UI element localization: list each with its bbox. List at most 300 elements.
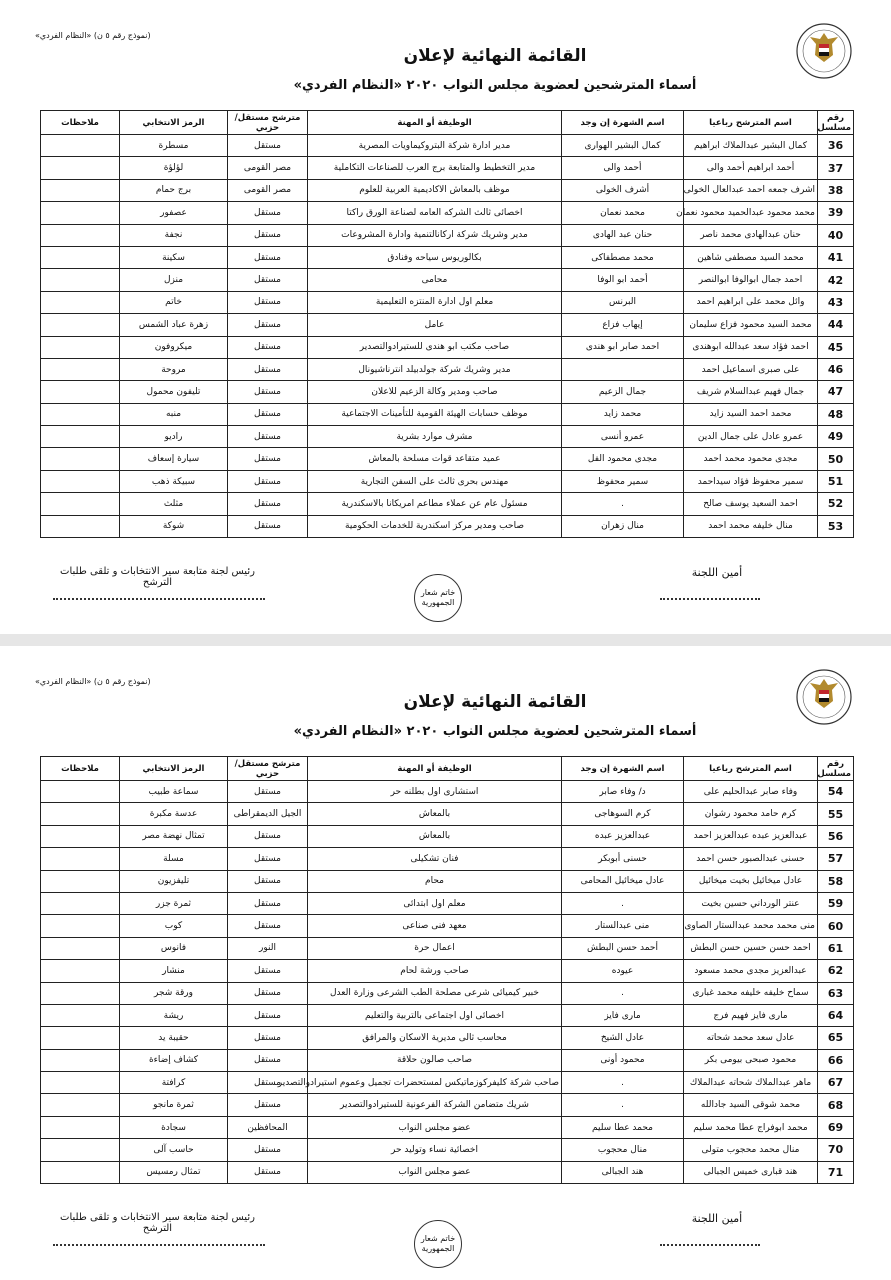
cell-name: كرم حامد محمود رشوان [684, 803, 818, 825]
cell-notes [41, 848, 120, 870]
cell-name: عبدالعزيز مجدى محمد مسعود [684, 960, 818, 982]
cell-name: عبدالعزيز عبده عبدالعزيز احمد [684, 825, 818, 847]
cell-nickname: مارى فايز [562, 1004, 684, 1026]
cell-symbol: منزل [120, 269, 228, 291]
table-row [41, 848, 854, 870]
head-signature-line [53, 1244, 265, 1246]
cell-type: مصر القومى [228, 179, 308, 201]
cell-symbol: لؤلؤة [120, 157, 228, 179]
cell-notes [41, 358, 120, 380]
table-header-row [41, 757, 854, 781]
cell-job: استشارى اول بطلنه حر [308, 781, 562, 803]
cell-serial: 56 [818, 825, 854, 847]
cell-job: بالمعاش [308, 825, 562, 847]
cell-notes [41, 426, 120, 448]
cell-serial: 37 [818, 157, 854, 179]
cell-symbol: خاتم [120, 291, 228, 313]
cell-type: مستقل [228, 202, 308, 224]
cell-serial: 47 [818, 381, 854, 403]
cell-notes [41, 336, 120, 358]
cell-nickname: أشرف الخولى [562, 179, 684, 201]
table-row [41, 915, 854, 937]
cell-name: سماح خليفه خليفه محمد غبارى [684, 982, 818, 1004]
cell-job: صاحب شركة كليفركوزماتيكس لمستحضرات تجميل وعموم استيرادوالتصدير [308, 1072, 562, 1094]
cell-symbol: تليفزيون [120, 870, 228, 892]
cell-nickname: محمد مصطفاكى [562, 246, 684, 268]
cell-job: مشرف موارد بشرية [308, 426, 562, 448]
cell-job: صاحب مكتب ابو هندى للستيرادوالتصدير [308, 336, 562, 358]
cell-notes [41, 1027, 120, 1049]
table-row [41, 781, 854, 803]
cell-type: مستقل [228, 135, 308, 157]
cell-type: مستقل [228, 1004, 308, 1026]
cell-notes [41, 179, 120, 201]
cell-job: عامل [308, 314, 562, 336]
table-body-2 [41, 781, 854, 1184]
table-row [41, 870, 854, 892]
cell-notes [41, 1072, 120, 1094]
cell-name: عنتر الورداني حسين بخيت [684, 892, 818, 914]
republic-seal-stamp: خاتم شعار الجمهورية [414, 574, 462, 622]
cell-notes [41, 982, 120, 1004]
cell-nickname: منال محجوب [562, 1139, 684, 1161]
table-row [41, 1116, 854, 1138]
cell-type: مستقل [228, 291, 308, 313]
cell-name: أحمد ابراهيم أحمد والى [684, 157, 818, 179]
cell-notes [41, 1049, 120, 1071]
cell-type: مستقل [228, 470, 308, 492]
cell-nickname [562, 358, 684, 380]
table-row [41, 179, 854, 201]
committee-secretary-label: أمين اللجنة [691, 566, 743, 579]
cell-notes [41, 1161, 120, 1183]
head-signature-line [53, 598, 265, 600]
cell-notes [41, 403, 120, 425]
cell-nickname: عمرو أنسى [562, 426, 684, 448]
cell-job: محامى [308, 269, 562, 291]
cell-type: النور [228, 937, 308, 959]
cell-type: مستقل [228, 515, 308, 537]
cell-type: مستقل [228, 358, 308, 380]
page-subtitle: أسماء المترشحين لعضوية مجلس النواب ٢٠٢٠ «النظام الفردي» [293, 78, 697, 93]
cell-job: مدير وشريك شركة جولدبيلد انترناشيونال [308, 358, 562, 380]
cell-notes [41, 1004, 120, 1026]
secretary-signature-line [660, 598, 760, 600]
cell-type: مستقل [228, 915, 308, 937]
cell-serial: 66 [818, 1049, 854, 1071]
cell-nickname: محمد عطا سليم [562, 1116, 684, 1138]
cell-serial: 36 [818, 135, 854, 157]
cell-serial: 42 [818, 269, 854, 291]
cell-nickname: عبدالعزيز عبده [562, 825, 684, 847]
table-row [41, 803, 854, 825]
cell-nickname: منى عبدالستار [562, 915, 684, 937]
cell-type: مستقل [228, 1094, 308, 1116]
cell-name: وائل محمد على ابراهيم احمد [684, 291, 818, 313]
cell-notes [41, 915, 120, 937]
cell-type: الجيل الديمقراطى [228, 803, 308, 825]
header-serial: رقم مسلسل [818, 111, 854, 135]
cell-symbol: منبه [120, 403, 228, 425]
cell-serial: 58 [818, 870, 854, 892]
cell-type: مصر القومى [228, 157, 308, 179]
cell-job: خبير كيميائى شرعى مصلحة الطب الشرعى وزارة العدل [308, 982, 562, 1004]
cell-job: موظف بالمعاش الاكاديمية العربية للعلوم [308, 179, 562, 201]
document-page-1 [0, 0, 891, 634]
page-subtitle: أسماء المترشحين لعضوية مجلس النواب ٢٠٢٠ «النظام الفردي» [293, 724, 697, 739]
cell-nickname: . [562, 892, 684, 914]
cell-symbol: سكينة [120, 246, 228, 268]
cell-name: محمد السيد محمود فزاع سليمان [684, 314, 818, 336]
cell-notes [41, 202, 120, 224]
cell-notes [41, 269, 120, 291]
cell-notes [41, 870, 120, 892]
cell-symbol: مثلث [120, 493, 228, 515]
cell-notes [41, 781, 120, 803]
cell-symbol: ثمرة مانجو [120, 1094, 228, 1116]
cell-nickname: البرنس [562, 291, 684, 313]
cell-nickname: هند الجبالى [562, 1161, 684, 1183]
form-note: (نموذج رقم ٥ ن) «النظام الفردي» [35, 677, 151, 686]
cell-serial: 44 [818, 314, 854, 336]
header-type: مترشح مستقل/حزبي [228, 111, 308, 135]
header-type: مترشح مستقل/حزبي [228, 757, 308, 781]
cell-serial: 46 [818, 358, 854, 380]
cell-name: احمد السعيد يوسف صالح [684, 493, 818, 515]
table-row [41, 135, 854, 157]
cell-name: وفاء صابر عبدالحليم على [684, 781, 818, 803]
cell-type: المحافظين [228, 1116, 308, 1138]
committee-head-label: رئيس لجنة متابعة سير الانتخابات و تلقى طلبات الترشح [60, 1212, 255, 1234]
cell-serial: 62 [818, 960, 854, 982]
cell-name: احمد حسن حسين حسن البطش [684, 937, 818, 959]
cell-job: محاسب ثالى مديرية الاسكان والمرافق [308, 1027, 562, 1049]
table-row [41, 1049, 854, 1071]
cell-notes [41, 960, 120, 982]
cell-serial: 63 [818, 982, 854, 1004]
table-row [41, 470, 854, 492]
cell-job: صاحب ومدير مركز اسكندرية للخدمات الحكومية [308, 515, 562, 537]
cell-type: مستقل [228, 1072, 308, 1094]
cell-job: عميد متقاعد قوات مسلحة بالمعاش [308, 448, 562, 470]
cell-symbol: عدسة مكبرة [120, 803, 228, 825]
cell-symbol: زهرة عباد الشمس [120, 314, 228, 336]
table-row [41, 269, 854, 291]
cell-nickname: احمد صابر ابو هندى [562, 336, 684, 358]
cell-symbol: ميكروفون [120, 336, 228, 358]
cell-symbol: ثمرة جزر [120, 892, 228, 914]
cell-symbol: منشار [120, 960, 228, 982]
cell-nickname: أحمد حسن البطش [562, 937, 684, 959]
cell-type: مستقل [228, 493, 308, 515]
cell-serial: 43 [818, 291, 854, 313]
cell-nickname: حنان عبد الهادى [562, 224, 684, 246]
table-row [41, 157, 854, 179]
cell-serial: 38 [818, 179, 854, 201]
cell-name: احمد جمال ابوالوفا ابوالنصر [684, 269, 818, 291]
cell-serial: 68 [818, 1094, 854, 1116]
cell-serial: 70 [818, 1139, 854, 1161]
cell-name: عادل سعد محمد شحاته [684, 1027, 818, 1049]
cell-type: مستقل [228, 1161, 308, 1183]
cell-name: عادل ميخائيل بخيت ميخائيل [684, 870, 818, 892]
cell-notes [41, 892, 120, 914]
cell-type: مستقل [228, 246, 308, 268]
table-row [41, 1094, 854, 1116]
table-row [41, 1004, 854, 1026]
cell-job: اخصائى اول اجتماعى بالتربية والتعليم [308, 1004, 562, 1026]
cell-job: اعمال حرة [308, 937, 562, 959]
table-row [41, 892, 854, 914]
cell-nickname: . [562, 1072, 684, 1094]
cell-job: مدير التخطيط والمتابعة برج العرب للصناعات التكاملية [308, 157, 562, 179]
cell-type: مستقل [228, 825, 308, 847]
table-row [41, 426, 854, 448]
cell-nickname: جمال الزعيم [562, 381, 684, 403]
header-notes: ملاحظات [41, 757, 120, 781]
cell-symbol: حقيبة يد [120, 1027, 228, 1049]
cell-serial: 55 [818, 803, 854, 825]
cell-serial: 51 [818, 470, 854, 492]
candidates-table [40, 756, 854, 1184]
table-row [41, 1027, 854, 1049]
cell-name: احمد فؤاد سعد عبدالله ابوهندى [684, 336, 818, 358]
cell-notes [41, 1094, 120, 1116]
header-nickname: اسم الشهرة إن وجد [562, 757, 684, 781]
cell-job: عضو مجلس النواب [308, 1116, 562, 1138]
secretary-signature-line [660, 1244, 760, 1246]
cell-symbol: ريشة [120, 1004, 228, 1026]
cell-job: موظف حسابات الهيئة القومية للتأمينات الاجتماعية [308, 403, 562, 425]
cell-nickname: منال زهران [562, 515, 684, 537]
cell-type: مستقل [228, 1049, 308, 1071]
table-row [41, 515, 854, 537]
cell-name: محمد ابوفراج عطا محمد سليم [684, 1116, 818, 1138]
cell-serial: 57 [818, 848, 854, 870]
cell-nickname: عادل الشيخ [562, 1027, 684, 1049]
table-row [41, 493, 854, 515]
table-row [41, 403, 854, 425]
cell-serial: 45 [818, 336, 854, 358]
committee-secretary-label: أمين اللجنة [691, 1212, 743, 1225]
cell-nickname: سمير محفوظ [562, 470, 684, 492]
cell-serial: 39 [818, 202, 854, 224]
cell-name: مارى فايز فهيم فرج [684, 1004, 818, 1026]
cell-name: منى محمد محمد عبدالستار الصاوى [684, 915, 818, 937]
table-row [41, 224, 854, 246]
header-name: اسم المترشح رباعيا [684, 111, 818, 135]
cell-job: بالمعاش [308, 803, 562, 825]
egypt-emblem-icon [795, 668, 853, 726]
cell-notes [41, 493, 120, 515]
cell-serial: 50 [818, 448, 854, 470]
cell-name: محمود صبحى بيومى بكر [684, 1049, 818, 1071]
egypt-emblem-icon [795, 22, 853, 80]
cell-job: معلم اول ابتدائى [308, 892, 562, 914]
cell-name: محمد شوقى السيد جادالله [684, 1094, 818, 1116]
cell-job: فنان تشكيلى [308, 848, 562, 870]
cell-symbol: مسلة [120, 848, 228, 870]
cell-type: مستقل [228, 314, 308, 336]
table-row [41, 202, 854, 224]
cell-type: مستقل [228, 982, 308, 1004]
cell-notes [41, 470, 120, 492]
cell-name: منال محمد محجوب متولى [684, 1139, 818, 1161]
table-row [41, 381, 854, 403]
cell-type: مستقل [228, 781, 308, 803]
cell-job: صاحب ورشة لحام [308, 960, 562, 982]
header-serial: رقم مسلسل [818, 757, 854, 781]
cell-type: مستقل [228, 224, 308, 246]
cell-serial: 60 [818, 915, 854, 937]
cell-type: مستقل [228, 403, 308, 425]
cell-serial: 54 [818, 781, 854, 803]
republic-seal-stamp: خاتم شعار الجمهورية [414, 1220, 462, 1268]
cell-job: صاحب ومدير وكالة الزعيم للاعلان [308, 381, 562, 403]
header-notes: ملاحظات [41, 111, 120, 135]
cell-notes [41, 448, 120, 470]
cell-serial: 52 [818, 493, 854, 515]
cell-symbol: ورقة شجر [120, 982, 228, 1004]
cell-symbol: شوكة [120, 515, 228, 537]
cell-symbol: سجادة [120, 1116, 228, 1138]
cell-nickname: . [562, 493, 684, 515]
header-symbol: الرمز الانتخابي [120, 111, 228, 135]
cell-job: مسئول عام عن عملاء مطاعم امريكانا بالاسكندرية [308, 493, 562, 515]
cell-notes [41, 515, 120, 537]
page-title: القائمة النهائية لإعلان [403, 692, 587, 712]
cell-name: على صبرى اسماعيل احمد [684, 358, 818, 380]
cell-job: اخصائية نساء وتوليد حر [308, 1139, 562, 1161]
cell-type: مستقل [228, 381, 308, 403]
table-row [41, 448, 854, 470]
cell-serial: 67 [818, 1072, 854, 1094]
cell-notes [41, 135, 120, 157]
cell-nickname: حسنى أبوبكر [562, 848, 684, 870]
document-page-2 [0, 646, 891, 1280]
cell-name: جمال فهيم عبدالسلام شريف [684, 381, 818, 403]
table-row [41, 937, 854, 959]
table-row [41, 1161, 854, 1183]
cell-symbol: برج حمام [120, 179, 228, 201]
cell-notes [41, 381, 120, 403]
cell-job: عضو مجلس النواب [308, 1161, 562, 1183]
cell-symbol: تمثال رمسيس [120, 1161, 228, 1183]
cell-serial: 41 [818, 246, 854, 268]
cell-name: كمال البشير عبدالملاك ابراهيم [684, 135, 818, 157]
table-row [41, 1072, 854, 1094]
cell-nickname: . [562, 1094, 684, 1116]
cell-name: ماهر عبدالملاك شحاته عبدالملاك [684, 1072, 818, 1094]
cell-notes [41, 803, 120, 825]
cell-serial: 65 [818, 1027, 854, 1049]
cell-name: حسنى عبدالصبور حسن احمد [684, 848, 818, 870]
cell-symbol: عصفور [120, 202, 228, 224]
cell-job: شريك متضامن الشركة الفرعونية للستيرادوالتصدير [308, 1094, 562, 1116]
cell-name: محمد السيد مصطفى شاهين [684, 246, 818, 268]
committee-head-label: رئيس لجنة متابعة سير الانتخابات و تلقى طلبات الترشح [60, 566, 255, 588]
cell-type: مستقل [228, 269, 308, 291]
cell-type: مستقل [228, 870, 308, 892]
cell-symbol: تمثال نهضة مصر [120, 825, 228, 847]
table-row [41, 1139, 854, 1161]
cell-nickname: د/ وفاء صابر [562, 781, 684, 803]
cell-serial: 48 [818, 403, 854, 425]
cell-type: مستقل [228, 426, 308, 448]
cell-nickname: كمال البشير الهوارى [562, 135, 684, 157]
cell-notes [41, 157, 120, 179]
cell-job: مدير ادارة شركة البتروكيماويات المصرية [308, 135, 562, 157]
header-name: اسم المترشح رباعيا [684, 757, 818, 781]
cell-serial: 71 [818, 1161, 854, 1183]
cell-symbol: تليفون محمول [120, 381, 228, 403]
cell-symbol: حاسب آلى [120, 1139, 228, 1161]
page-title: القائمة النهائية لإعلان [403, 46, 587, 66]
cell-symbol: سبيكة ذهب [120, 470, 228, 492]
cell-job: مدير وشريك شركة اركانالتنمية وادارة المشروعات [308, 224, 562, 246]
cell-symbol: مسطرة [120, 135, 228, 157]
cell-serial: 53 [818, 515, 854, 537]
cell-nickname: عيوده [562, 960, 684, 982]
table-row [41, 982, 854, 1004]
cell-serial: 49 [818, 426, 854, 448]
cell-serial: 40 [818, 224, 854, 246]
cell-symbol: فانوس [120, 937, 228, 959]
cell-name: هند قبارى خميس الجبالى [684, 1161, 818, 1183]
cell-job: مهندس بحرى ثالث على السفن التجارية [308, 470, 562, 492]
cell-serial: 64 [818, 1004, 854, 1026]
cell-job: معلم اول ادارة المنتزه التعليمية [308, 291, 562, 313]
cell-nickname: . [562, 982, 684, 1004]
cell-type: مستقل [228, 892, 308, 914]
cell-notes [41, 291, 120, 313]
cell-nickname: مجدى محمود الفل [562, 448, 684, 470]
cell-type: مستقل [228, 1027, 308, 1049]
cell-name: مجدى محمود محمد احمد [684, 448, 818, 470]
cell-job: معهد فنى صناعى [308, 915, 562, 937]
cell-serial: 69 [818, 1116, 854, 1138]
table-row [41, 246, 854, 268]
cell-name: اشرف جمعه احمد عبدالعال الخولى [684, 179, 818, 201]
cell-job: بكالوريوس سياحه وفنادق [308, 246, 562, 268]
cell-nickname: محمد نعمان [562, 202, 684, 224]
cell-job: اخصائى ثالث الشركه العامه لصناعة الورق راكتا [308, 202, 562, 224]
table-row [41, 336, 854, 358]
cell-symbol: كشاف إضاءة [120, 1049, 228, 1071]
cell-nickname: كرم السوهاجى [562, 803, 684, 825]
cell-notes [41, 937, 120, 959]
header-symbol: الرمز الانتخابي [120, 757, 228, 781]
cell-name: منال خليفه محمد احمد [684, 515, 818, 537]
cell-job: محام [308, 870, 562, 892]
cell-notes [41, 314, 120, 336]
cell-nickname: محمود أونى [562, 1049, 684, 1071]
form-note: (نموذج رقم ٥ ن) «النظام الفردي» [35, 31, 151, 40]
table-row [41, 960, 854, 982]
cell-type: مستقل [228, 848, 308, 870]
cell-type: مستقل [228, 448, 308, 470]
candidates-table [40, 110, 854, 538]
cell-notes [41, 1116, 120, 1138]
cell-serial: 59 [818, 892, 854, 914]
table-row [41, 358, 854, 380]
table-row [41, 314, 854, 336]
cell-type: مستقل [228, 960, 308, 982]
cell-type: مستقل [228, 1139, 308, 1161]
cell-notes [41, 246, 120, 268]
cell-serial: 61 [818, 937, 854, 959]
cell-name: محمد احمد السيد زايد [684, 403, 818, 425]
